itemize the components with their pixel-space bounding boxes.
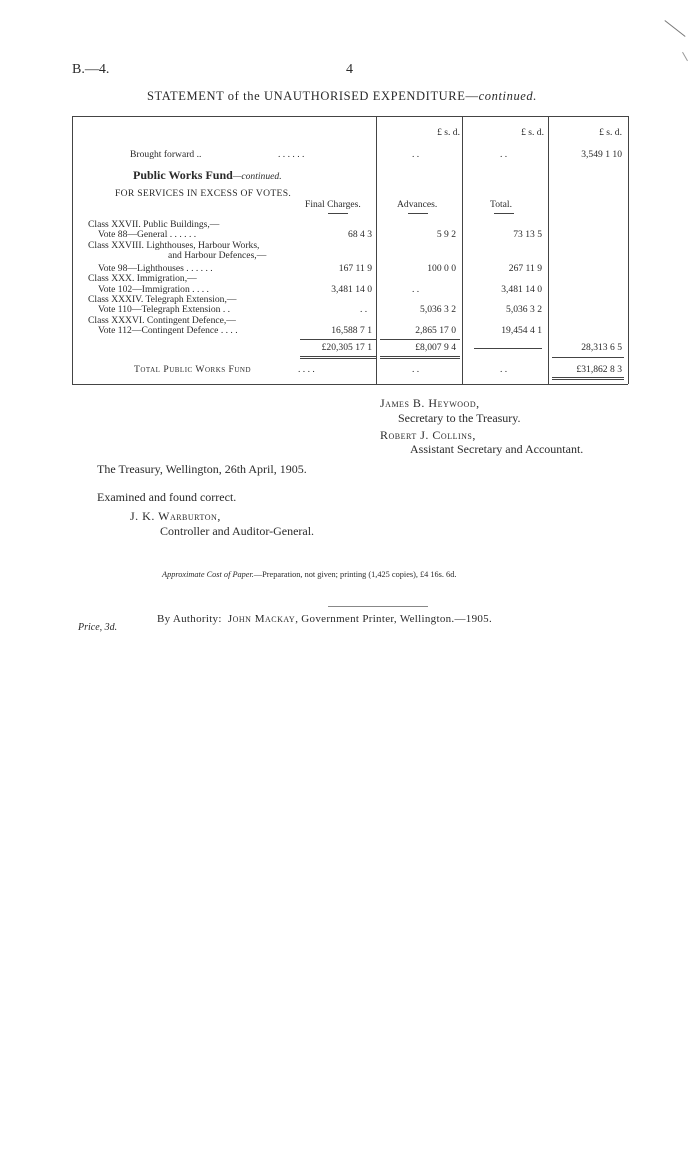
- subtotal-double-rule-a: [300, 356, 376, 357]
- cost-text: —Preparation, not given; printing (1,425 copies), £4 16s. 6d.: [253, 570, 457, 579]
- final-charge-value: 3,481 14 0: [331, 284, 372, 295]
- total-value: 19,454 4 1: [501, 325, 542, 336]
- final-charge-value: 167 11 9: [338, 263, 372, 274]
- brought-forward-total: 3,549 1 10: [581, 149, 622, 160]
- page-title: [147, 89, 537, 104]
- column-divider-1: [376, 116, 377, 384]
- total-fund-label: Total Public Works Fund: [134, 364, 252, 375]
- page-number: 4: [346, 62, 353, 77]
- total-fund-advances: . .: [500, 364, 508, 375]
- table-top-rule: [72, 116, 628, 117]
- advance-value: 5 9 2: [436, 229, 456, 240]
- advance-value: 5,036 3 2: [420, 304, 456, 315]
- scan-mark: [682, 52, 688, 61]
- signature-warburton-name: J. K. Warburton,: [130, 509, 221, 523]
- subtotal-dash-total: [474, 348, 542, 349]
- final-charges-unit-header: £ s. d.: [437, 127, 460, 138]
- column-divider-2: [462, 116, 463, 384]
- vote-label: Vote 88—General . . . . . .: [98, 229, 197, 240]
- authority-line: [157, 613, 492, 625]
- brought-forward-advances: . .: [500, 149, 508, 160]
- class-label: Class XXXVI. Contingent Defence,—: [88, 315, 236, 326]
- signature-collins-title: Assistant Secretary and Accountant.: [410, 442, 584, 456]
- table-bottom-rule: [72, 384, 628, 385]
- total-fund-grand: £31,862 8 3: [576, 364, 622, 375]
- advances-subheader: Advances.: [397, 199, 438, 210]
- table-left-border: [72, 116, 73, 384]
- cost-label: Approximate Cost of Paper.: [162, 570, 254, 579]
- table-right-border: [628, 116, 629, 384]
- fund-title-main: Public Works Fund: [133, 168, 233, 182]
- advance-value: . .: [412, 284, 420, 295]
- printer-name: John Mackay: [227, 613, 296, 625]
- total-subheader: Total.: [490, 199, 512, 210]
- section-heading: FOR SERVICES IN EXCESS OF VOTES.: [115, 188, 292, 199]
- final-charge-value: 68 4 3: [348, 229, 372, 240]
- grand-rule-top: [552, 357, 624, 358]
- subheader-underline-2: [408, 213, 428, 214]
- authority-suffix: , Government Printer, Wellington.—1905.: [295, 613, 493, 625]
- grand-double-rule-a: [552, 377, 624, 378]
- total-value: 267 11 9: [508, 263, 542, 274]
- total-value: 5,036 3 2: [506, 304, 542, 315]
- total-unit-header: £ s. d.: [599, 127, 622, 138]
- subtotal-double-rule-b: [300, 358, 376, 359]
- examined-line: Examined and found correct.: [97, 490, 237, 504]
- vote-label: Vote 112—Contingent Defence . . . .: [98, 325, 238, 336]
- total-value: 73 13 5: [513, 229, 542, 240]
- brought-forward-label: Brought forward ..: [130, 149, 202, 160]
- fund-title-continued: —continued.: [232, 171, 282, 182]
- total-fund-leaders: . . . .: [298, 364, 315, 375]
- grand-double-rule-b: [552, 379, 624, 380]
- document-reference: B.—4.: [72, 62, 110, 77]
- brought-forward-final: . .: [412, 149, 420, 160]
- final-charge-value: 16,588 7 1: [331, 325, 372, 336]
- fund-title: [133, 168, 282, 183]
- vote-label: Vote 102—Immigration . . . .: [98, 284, 209, 295]
- subtotal-double-rule-c: [380, 356, 460, 357]
- title-continued: continued.: [478, 89, 538, 103]
- class-label: Class XXVII. Public Buildings,—: [88, 219, 220, 230]
- class-label: Class XXVIII. Lighthouses, Harbour Works,: [88, 240, 260, 251]
- vote-label: Vote 110—Telegraph Extension . .: [98, 304, 231, 315]
- cost-of-paper-note: [162, 570, 456, 579]
- class-label: Class XXXIV. Telegraph Extension,—: [88, 294, 237, 305]
- title-main: STATEMENT of the UNAUTHORISED EXPENDITURE—: [147, 89, 479, 103]
- column-divider-3: [548, 116, 549, 384]
- subtotal-grand: 28,313 6 5: [581, 342, 622, 353]
- advances-unit-header: £ s. d.: [521, 127, 544, 138]
- subtotal-rule-advances: [380, 339, 460, 340]
- advance-value: 2,865 17 0: [415, 325, 456, 336]
- subtotal-rule-final: [300, 339, 376, 340]
- signature-warburton-title: Controller and Auditor-General.: [160, 524, 315, 538]
- vote-label: Vote 98—Lighthouses . . . . . .: [98, 263, 213, 274]
- final-charge-value: . .: [360, 304, 368, 315]
- subheader-underline-1: [328, 213, 348, 214]
- signature-heywood-name: James B. Heywood,: [380, 396, 480, 410]
- subtotal-final-charges: £20,305 17 1: [321, 342, 372, 353]
- subheader-underline-3: [494, 213, 514, 214]
- scan-mark: [664, 20, 685, 37]
- subtotal-double-rule-d: [380, 358, 460, 359]
- signature-heywood-title: Secretary to the Treasury.: [398, 411, 521, 425]
- footer-rule: [328, 606, 428, 607]
- subtotal-advances: £8,007 9 4: [415, 342, 456, 353]
- treasury-date-line: The Treasury, Wellington, 26th April, 1905.: [97, 462, 307, 476]
- signature-collins-name: Robert J. Collins,: [380, 428, 476, 442]
- authority-prefix: By Authority:: [157, 613, 222, 625]
- total-value: 3,481 14 0: [501, 284, 542, 295]
- advance-value: 100 0 0: [427, 263, 456, 274]
- brought-forward-leaders: . . . . . .: [278, 149, 305, 160]
- class-label: Class XXX. Immigration,—: [88, 273, 197, 284]
- price: Price, 3d.: [78, 622, 118, 633]
- class-label-continued: and Harbour Defences,—: [168, 250, 267, 261]
- final-charges-subheader: Final Charges.: [305, 199, 361, 210]
- total-fund-final: . .: [412, 364, 420, 375]
